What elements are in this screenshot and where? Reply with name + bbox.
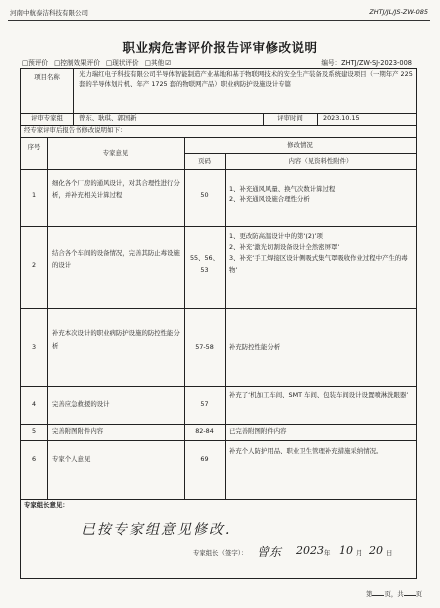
footer-mid: 页，共	[384, 590, 404, 598]
option-status-evaluation: □现状评价	[106, 59, 139, 67]
evaluation-type-row	[22, 57, 416, 67]
leader-opinion-handwritten: 已按专家组意见修改.	[81, 522, 232, 538]
row3-page: 57-58	[195, 343, 214, 351]
signature-year: 2023	[296, 544, 324, 557]
row6-content: 补充个人防护用品、职业卫生管理补充措施采纳情况。	[229, 447, 383, 455]
divider	[21, 499, 416, 500]
row4-page: 57	[200, 400, 209, 408]
row1-no: 1	[31, 191, 37, 199]
row1-page: 50	[200, 191, 209, 199]
row5-no: 5	[31, 427, 37, 435]
divider	[21, 169, 416, 170]
row1-content: 1、补充通风风量、换气次数计算过程 2、补充通风设施合理性分析	[229, 185, 336, 203]
divider	[184, 153, 416, 154]
option-pre-evaluation: □预评价	[22, 59, 49, 67]
col-header-content: 内容（见资料性附件）	[288, 157, 353, 165]
option-control-evaluation: □控制效果评价	[54, 59, 100, 67]
row2-no: 2	[31, 261, 37, 269]
page-footer	[366, 589, 422, 598]
signature-month: 10	[339, 544, 353, 557]
document-number	[321, 57, 412, 67]
footer-page-no	[372, 595, 384, 596]
row5-opinion: 完善附图附件内容	[52, 427, 104, 435]
footer-page-total	[404, 595, 416, 596]
row2-content: 1、更改防高温设计中的第‘(2)’项 2、补充‘激光切割设备设计全然密屏罩’ 3、补充‘手工焊接区设计侧吸式集气罩吸收作业过程中产生的毒物’	[229, 232, 408, 274]
row4-opinion: 完善应急救援的设计	[52, 400, 110, 408]
page-header	[10, 8, 428, 20]
divider	[317, 113, 318, 125]
company-name: 河南中航泰洁科技有限公司	[10, 9, 88, 17]
divider	[225, 153, 226, 499]
divider	[73, 69, 74, 113]
row4-content: 补充了‘机加工车间、SMT 车间、包装车间设计设置喷淋洗眼器’	[229, 391, 409, 399]
review-form	[20, 68, 417, 579]
option-other: □其他	[144, 59, 165, 67]
signature-month-unit: 月	[356, 549, 363, 557]
col-header-no: 序号	[27, 143, 41, 151]
row3-opinion: 补充本次设计的职业病防护设施的防控性能分析	[52, 329, 180, 351]
col-header-opinion: 专家意见	[102, 149, 129, 157]
review-date: 2023.10.15	[323, 114, 360, 122]
row6-opinion: 专家个人意见	[52, 455, 91, 463]
signature-day: 20	[369, 544, 383, 557]
row3-content: 补充防控性能分析	[229, 343, 281, 351]
row2-opinion: 结合各个车间的设备情况，完善其防止毒设施的设计	[52, 249, 180, 270]
row5-page: 82-84	[195, 427, 214, 435]
footer-prefix: 第	[366, 590, 373, 598]
review-group-label: 评审专家组	[31, 114, 63, 122]
row6-page: 69	[200, 455, 209, 463]
row4-no: 4	[31, 400, 37, 408]
review-members: 曾东、耿琪、郭国新	[79, 114, 137, 122]
divider	[21, 226, 416, 227]
project-label: 项目名称	[34, 73, 60, 81]
divider	[21, 308, 416, 309]
review-note: 经专家评审后报告书修改说明如下：	[24, 126, 127, 134]
project-name: 光力瑞红电子科技有限公司半导体智能制造产业基地和基于物联网技术的安全生产装备及系统建设项目（一期年产 225 套的半导体划片机、年产 1725 套的物联网产品）职业病防护设施设计专篇	[79, 70, 413, 88]
divider	[21, 424, 416, 425]
row1-opinion: 细化各个厂房的通风设计，对其合理性进行分析，并补充相关计算过程	[52, 179, 180, 200]
divider	[21, 386, 416, 387]
selected-check-mark: ☑	[165, 59, 172, 67]
divider	[21, 440, 416, 441]
document-code: ZHTJ/JL/JS-ZW-085	[369, 8, 428, 16]
col-header-page: 页码	[198, 157, 211, 165]
number-value: ZHTJ/ZW-SJ-2023-008	[341, 59, 412, 67]
leader-opinion-label: 专家组长意见：	[24, 501, 69, 509]
col-header-revision: 修改情况	[287, 141, 313, 149]
divider	[47, 137, 48, 499]
divider	[73, 113, 74, 125]
row3-no: 3	[31, 343, 37, 351]
number-label: 编号：	[321, 59, 342, 67]
signature-label: 专家组长（签字）：	[193, 549, 248, 557]
signature-day-unit: 日	[386, 549, 393, 557]
row5-content: 已完善附图附件内容	[229, 427, 287, 435]
header-rule	[8, 20, 430, 21]
signature-name: 曾东	[257, 545, 282, 559]
page-title: 职业病危害评价报告评审修改说明	[122, 40, 318, 55]
review-date-label: 评审时间	[277, 114, 303, 122]
row6-no: 6	[31, 455, 37, 463]
divider	[21, 137, 416, 138]
signature-year-unit: 年	[324, 549, 331, 557]
footer-suffix: 页	[415, 590, 422, 598]
row2-page: 55、56、53	[189, 254, 220, 274]
